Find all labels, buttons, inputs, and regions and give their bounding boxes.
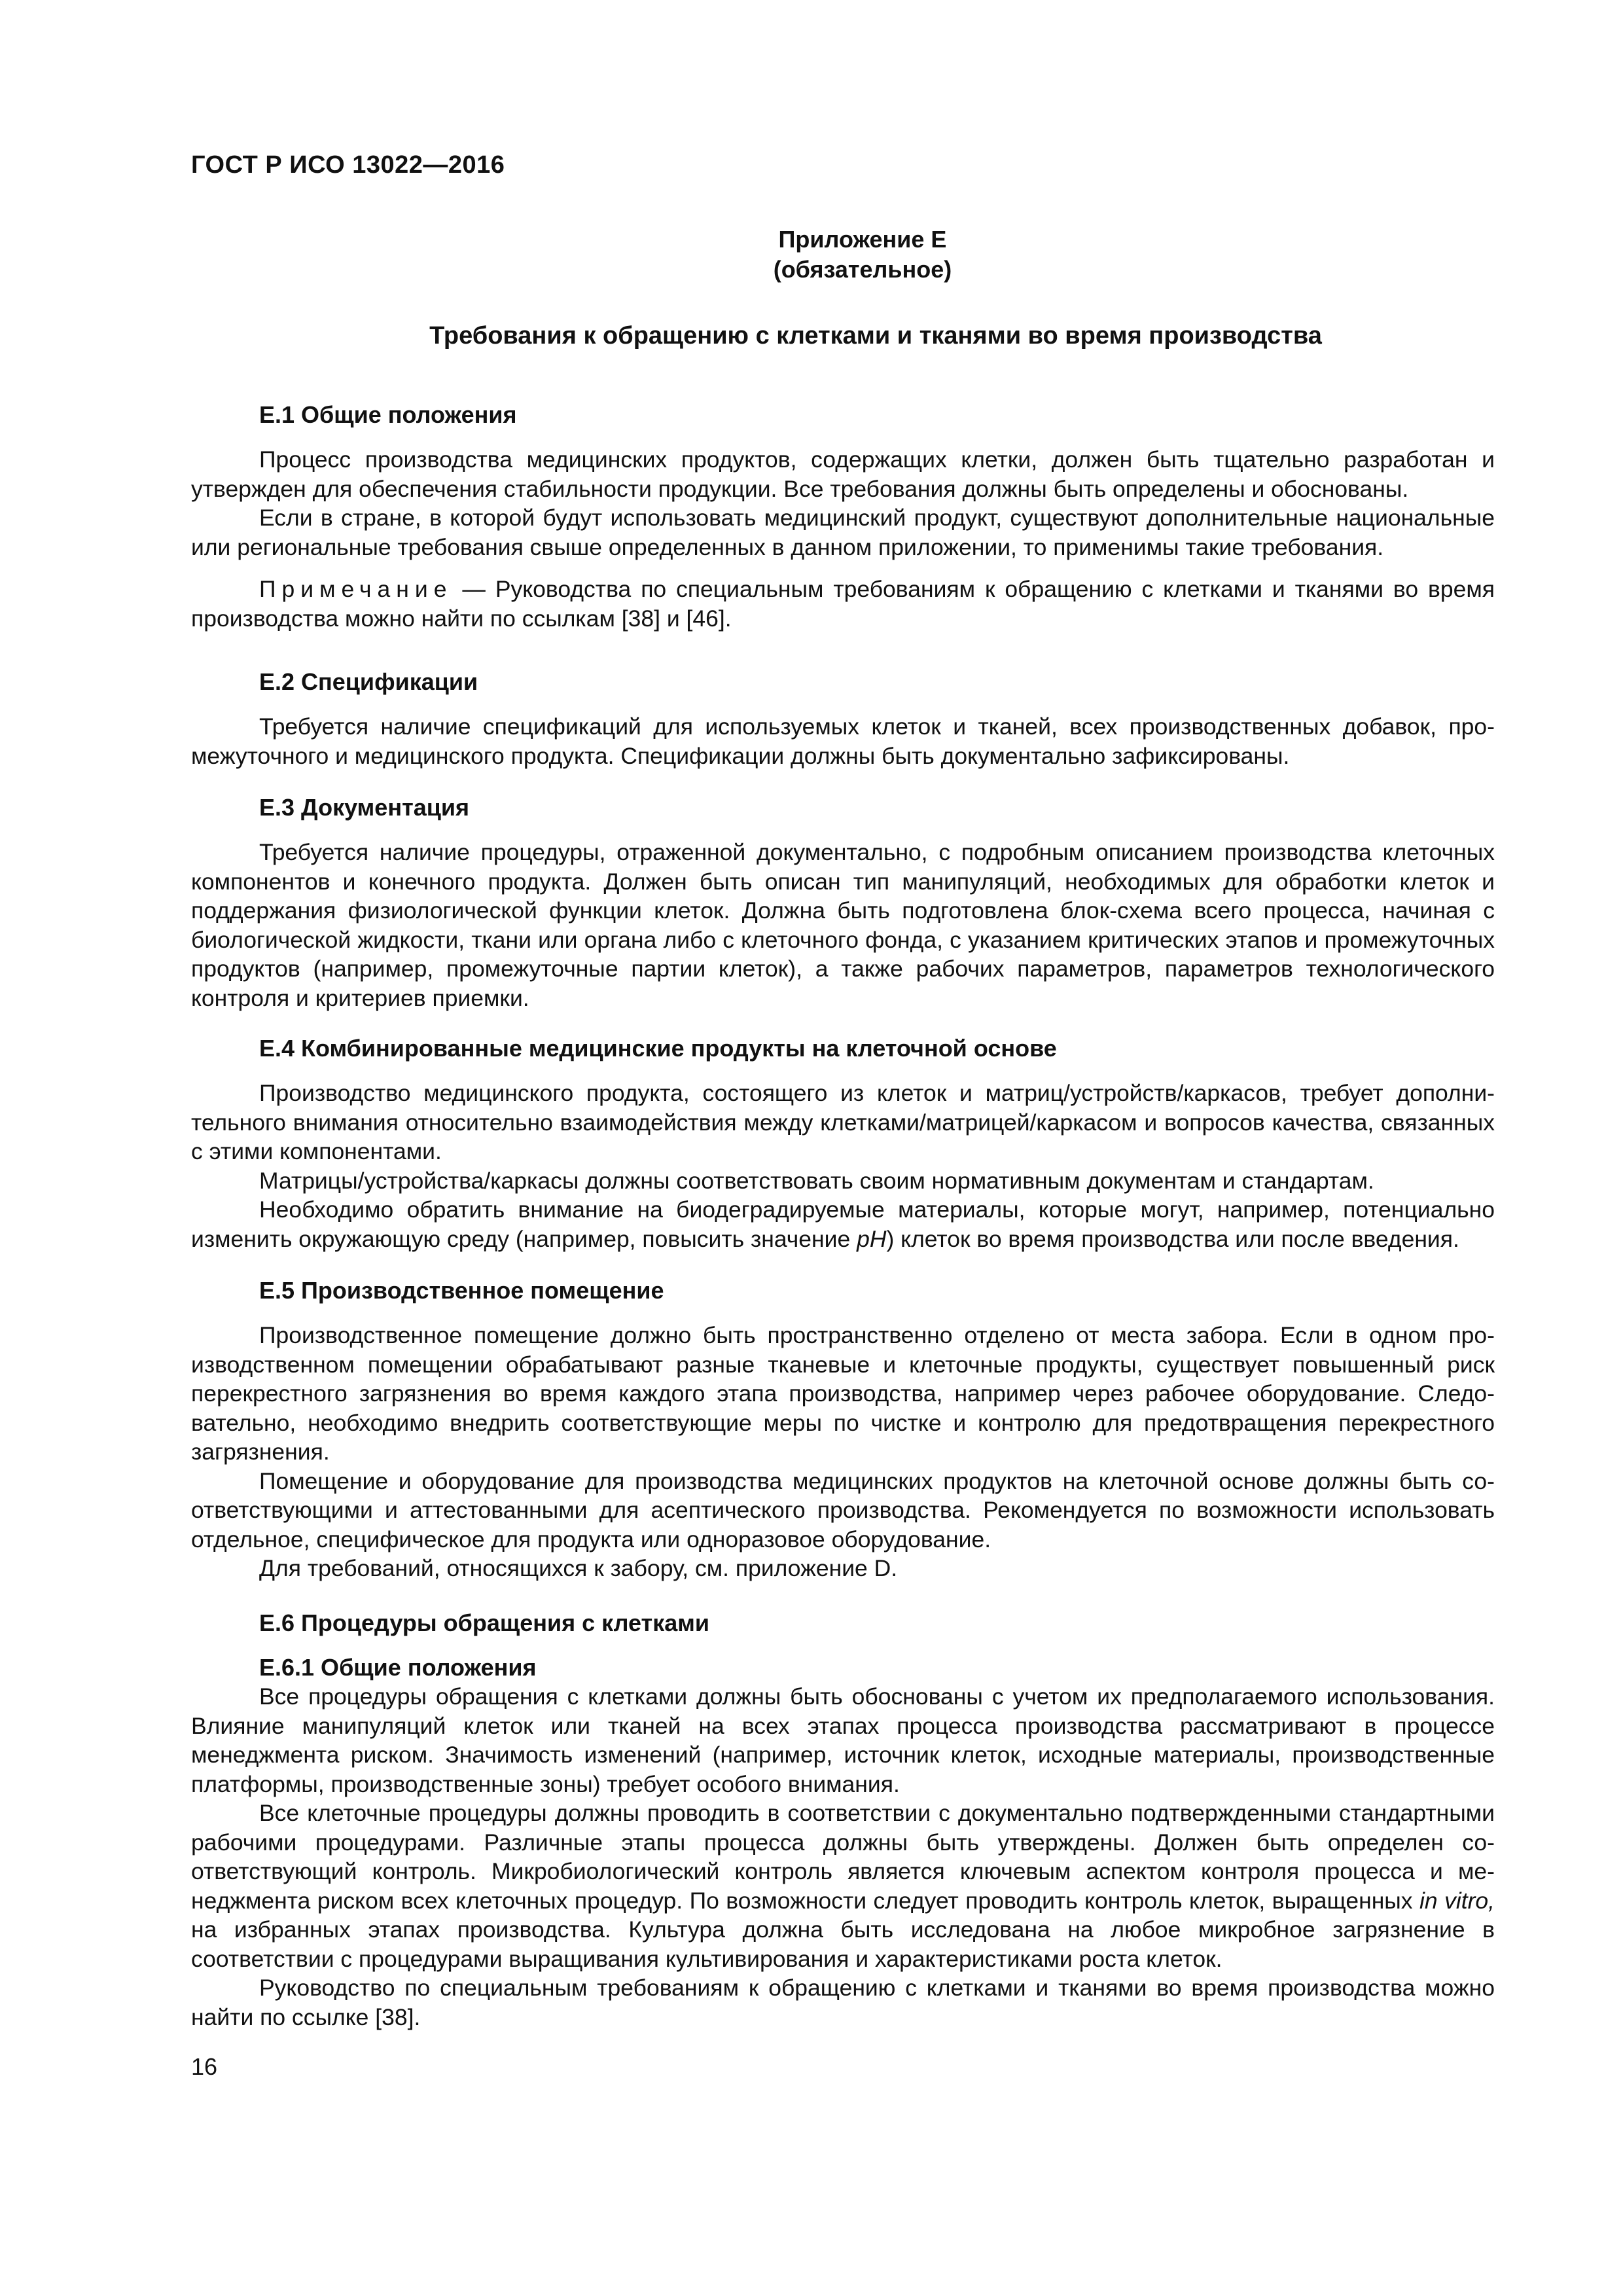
paragraph: Производство медицинского продукта, состоящего из клеток и матриц/устройств/каркасов, требует дополнительного внимания относительно взаимодействия между клетками/матрицей/каркасом и вопросов качества, связанных с этими компонентами. — [191, 1080, 1495, 1164]
annex-label: Приложение Е — [778, 226, 947, 253]
paragraph: Требуется наличие спецификаций для используемых клеток и тканей, всех производственных добавок, промежуточного и медицинского продукта. Спецификации должны быть документально зафиксированы. — [191, 713, 1495, 769]
section-e1-note — [191, 575, 1495, 633]
section-e5-body — [191, 1321, 1495, 1583]
annex-title-text: Требования к обращению с клетками и тканями во время производства — [429, 322, 1322, 350]
section-e4-heading: Е.4 Комбинированные медицинские продукты на клеточной основе — [259, 1035, 1057, 1062]
section-e1-heading: Е.1 Общие положения — [259, 401, 517, 428]
paragraph: Матрицы/устройства/каркасы должны соответствовать своим нормативным документам и стандартам. — [259, 1167, 1374, 1194]
paragraph: Помещение и оборудование для производства медицинских продуктов на клеточной основе должны быть соответствующими и аттестованными для асептического производства. Рекомендуется по возможности использовать отдельное, специфическое для продукта или одноразовое оборудование. — [191, 1467, 1495, 1552]
ph-term: pH — [857, 1225, 887, 1252]
paragraph: Руководство по специальным требованиям к обращению с клетками и тканями во время производства можно найти по ссылке [38]. — [191, 1975, 1495, 2030]
section-e2-heading: Е.2 Спецификации — [259, 668, 478, 695]
annex-heading — [191, 224, 1495, 285]
note-label: Примечание — [259, 576, 453, 602]
section-e3-body — [191, 838, 1495, 1013]
section-e3-heading: Е.3 Документация — [259, 794, 469, 821]
section-e5-heading: Е.5 Производственное помещение — [259, 1277, 664, 1304]
section-e6-heading: Е.6 Процедуры обращения с клетками — [259, 1609, 709, 1636]
note-text: — Руководства по специальным требованиям к обращению с клетками и тканями во время производства можно найти по ссылкам [38] и [46]. — [191, 576, 1495, 632]
in-vitro-term: in vitro, — [1419, 1887, 1495, 1914]
paragraph: Если в стране, в которой будут использовать медицинский продукт, существуют дополнительные национальные или региональные требования свыше определенных в данном приложении, то применимы такие требования. — [191, 505, 1495, 560]
paragraph: Необходимо обратить внимание на биодеградируемые материалы, которые могут, например, потенциально изменить окружающую среду (например, повысить значение pH) клеток во время производства или после введения. — [191, 1196, 1495, 1252]
note-paragraph — [191, 575, 1495, 633]
section-e6-1-body — [191, 1682, 1495, 2032]
page-number: 16 — [191, 2053, 218, 2080]
paragraph: Производственное помещение должно быть пространственно отделено от места забора. Если в одном производственном помещении обрабатывают разные тканевые и клеточные продукты, существует повышенный риск перекрестного загрязнения во время каждого этапа производства, например через рабочее оборудование. Следовательно, необходимо внедрить соответствующие меры по чистке и контролю для предотвращения перекрестного загрязнения. — [191, 1322, 1495, 1465]
section-e6-1-heading: Е.6.1 Общие положения — [259, 1654, 537, 1681]
section-e2-body — [191, 712, 1495, 770]
document-code: ГОСТ Р ИСО 13022—2016 — [191, 151, 505, 179]
paragraph: Все клеточные процедуры должны проводить в соответствии с документально подтвержденными стандартными рабочими процедурами. Различные этапы процесса должны быть утверждены. Должен быть определен соответствующий контроль. Микробиологический контроль является ключевым аспектом контроля процесса и менеджмента риском всех клеточных процедур. По возможности следует проводить контроль клеток, выращенных in vitro, на избранных этапах производства. Культура должна быть исследована на любое микробное загрязнение в соответствии с процедурами выращивания культивирования и характеристиками роста клеток. — [191, 1800, 1495, 1972]
paragraph: Для требований, относящихся к забору, см. приложение D. — [259, 1555, 898, 1581]
section-e4-body — [191, 1079, 1495, 1253]
annex-status: (обязательное) — [773, 256, 952, 283]
paragraph: Все процедуры обращения с клетками должны быть обоснованы с учетом их предполагаемого использования. Влияние манипуляций клеток или тканей на всех этапах процесса производства рассматривают в процессе менеджмента риском. Значимость изменений (например, источник клеток, исходные материалы, производственные платформы, производственные зоны) требует особого внимания. — [191, 1683, 1495, 1797]
annex-title — [191, 321, 1495, 351]
paragraph: Требуется наличие процедуры, отраженной документально, с подробным описанием производства клеточных компонентов и конечного продукта. Должен быть описан тип манипуляций, необходимых для обработки клеток и поддержания физиологической функции клеток. Должна быть подготовлена блок-схема всего процесса, начиная с биологической жидкости, ткани или органа либо с клеточного фонда, с указанием критических этапов и промежуточных продуктов (например, промежуточные партии клеток), а также рабочих параметров, параметров технологического контроля и критериев приемки. — [191, 839, 1495, 1011]
paragraph: Процесс производства медицинских продуктов, содержащих клетки, должен быть тщательно разработан и утвержден для обеспечения стабильности продукции. Все требования должны быть определены и обоснованы. — [191, 446, 1495, 502]
section-e1-body — [191, 445, 1495, 562]
